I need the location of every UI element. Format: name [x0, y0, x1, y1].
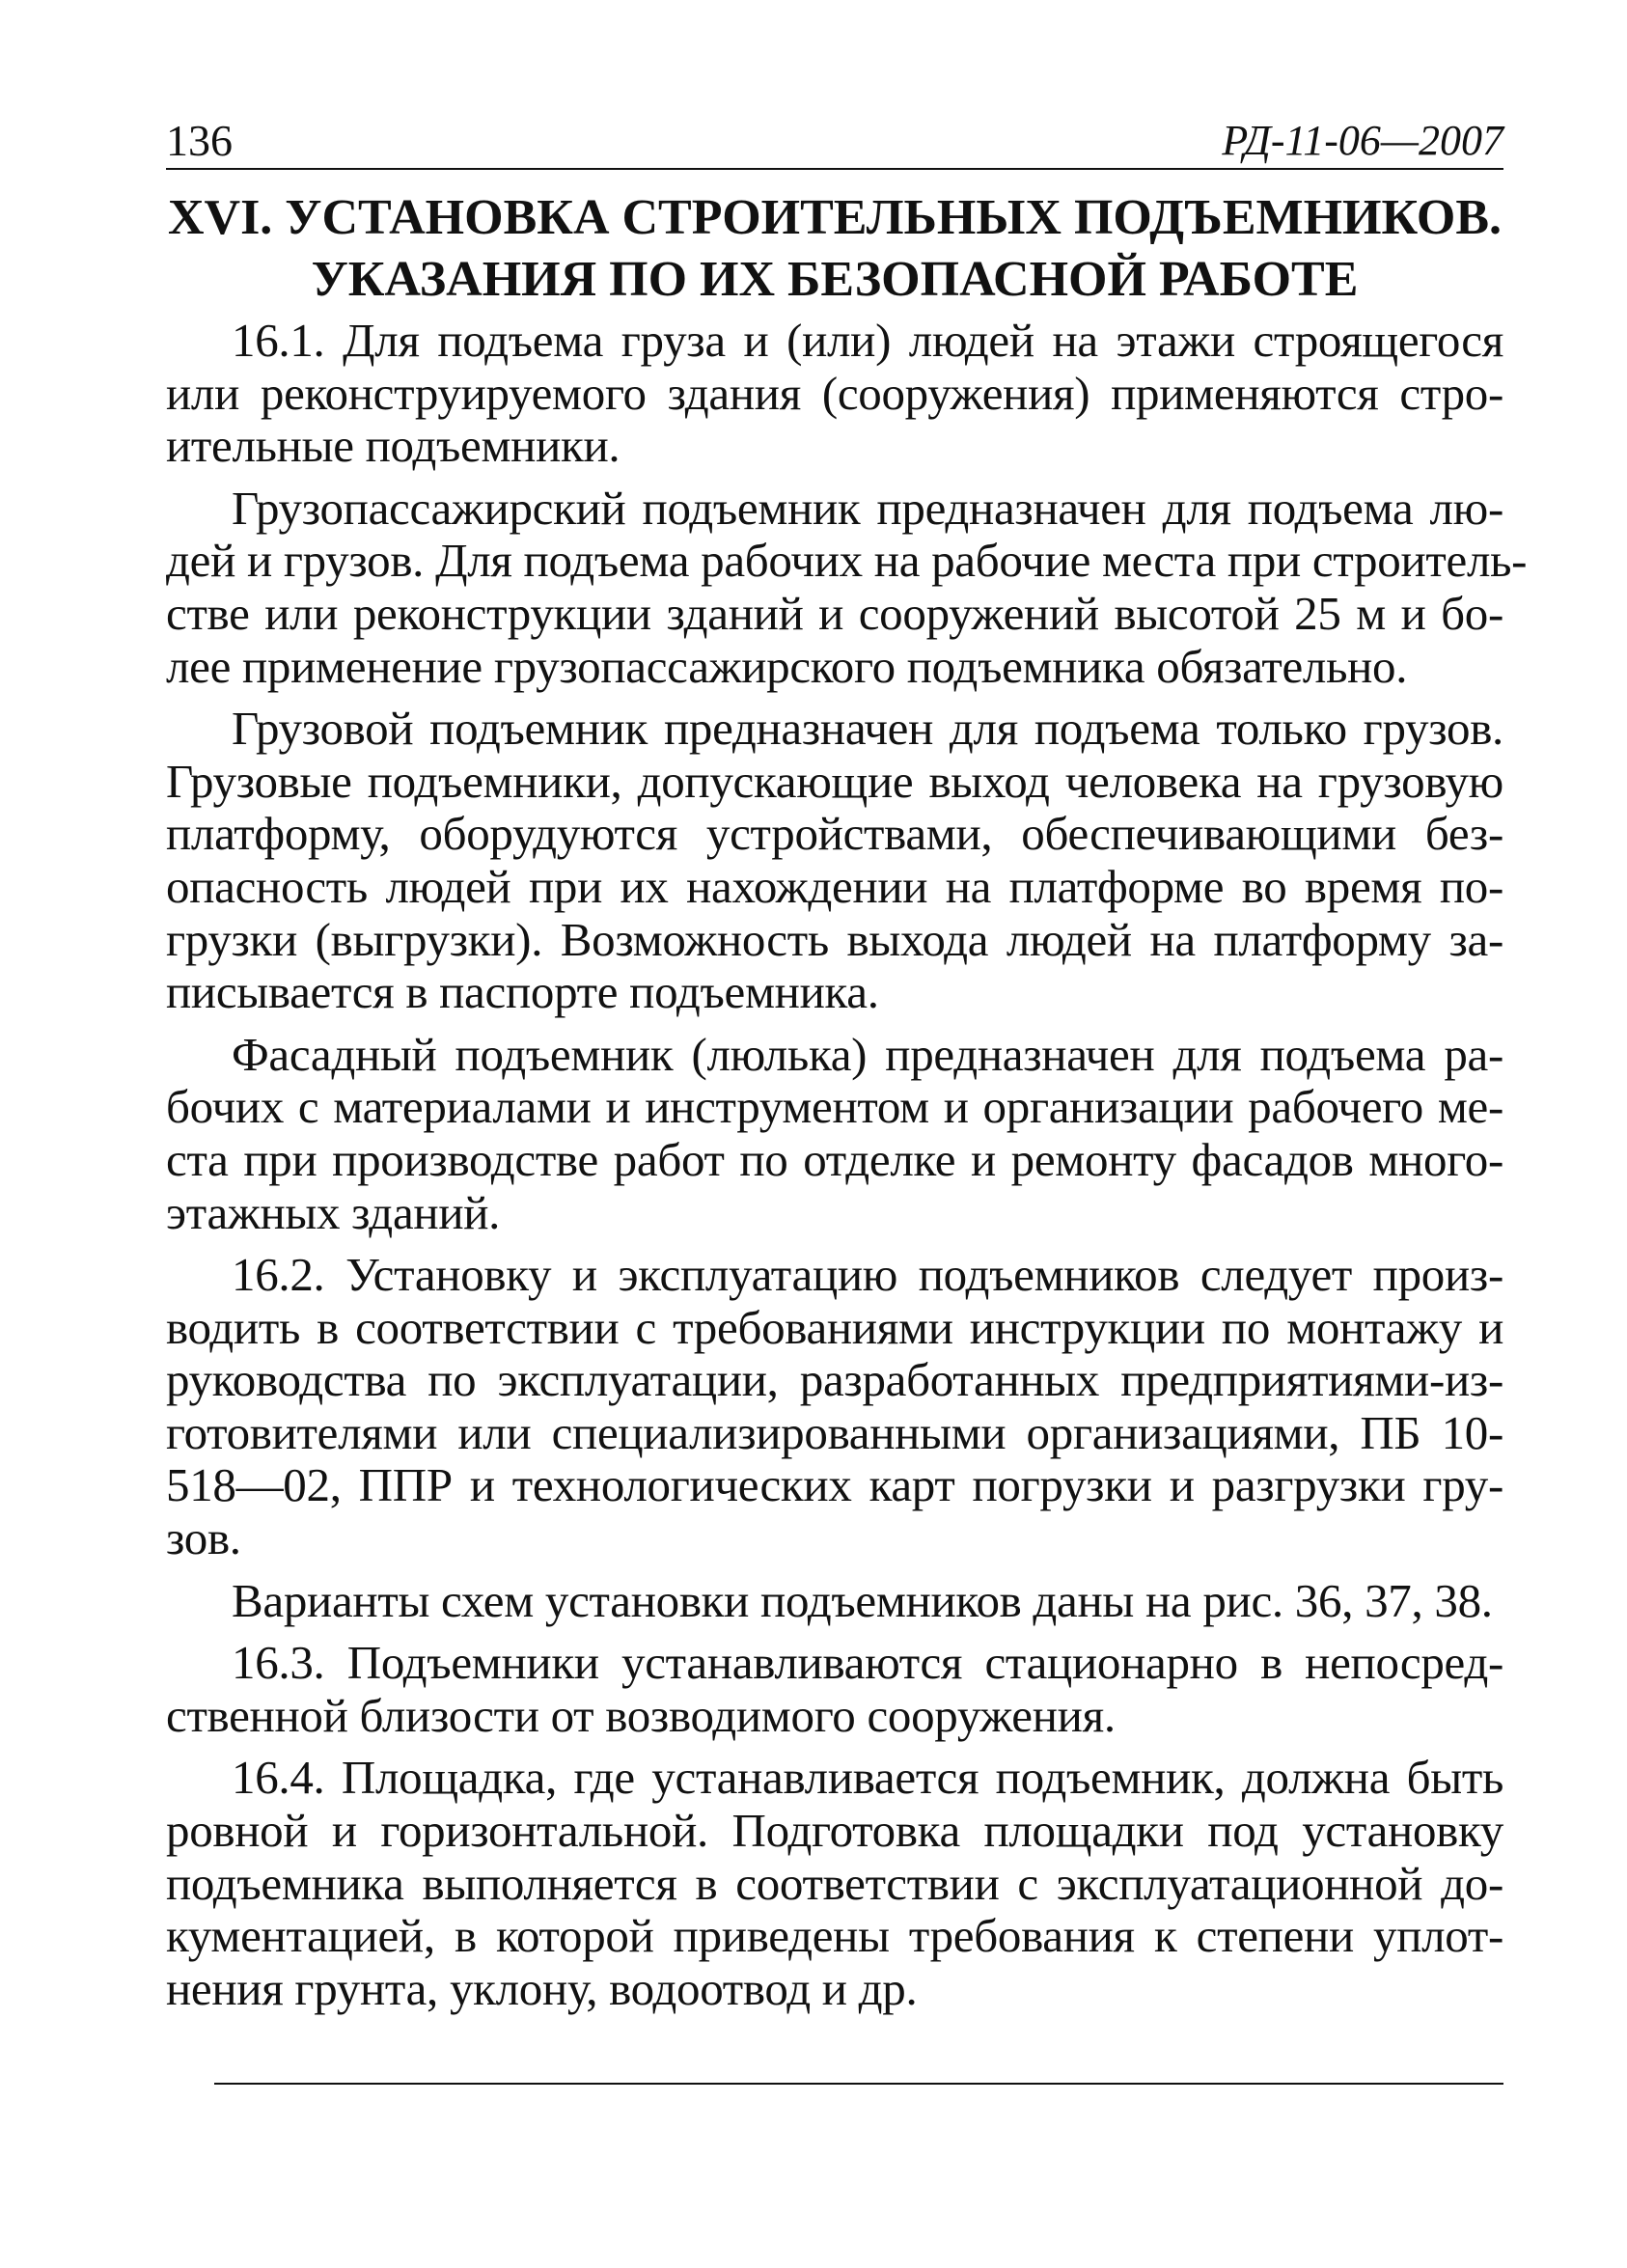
- text-line: 518—02, ППР и технологических карт погрузки и разгрузки гру-: [166, 1458, 1503, 1512]
- page-header: [166, 114, 1503, 170]
- text-line: писывается в паспорте подъемника.: [166, 965, 879, 1019]
- paragraph: [166, 1029, 1503, 1239]
- text-line: ста при производстве работ по отделке и ремонту фасадов много-: [166, 1132, 1503, 1186]
- text-line: 16.1. Для подъема груза и (или) людей на этажи строящегося: [232, 314, 1503, 367]
- text-line: стве или реконструкции зданий и сооружений высотой 25 м и бо-: [166, 586, 1503, 640]
- text-line: ровной и горизонтальной. Подготовка площадки под установку: [166, 1804, 1503, 1858]
- text-line: водить в соответствии с требованиями инструкции по монтажу и: [166, 1300, 1503, 1354]
- paragraph: [166, 1752, 1503, 2015]
- text-line: лее применение грузопассажирского подъемника обязательно.: [166, 639, 1408, 693]
- text-line: ственной близости от возводимого сооружения.: [166, 1688, 1116, 1742]
- text-line: или реконструируемого здания (сооружения) применяются стро-: [166, 366, 1503, 420]
- paragraph: [166, 1637, 1503, 1742]
- text-line: Варианты схем установки подъемников даны на рис. 36, 37, 38.: [232, 1573, 1493, 1627]
- paragraph: [166, 315, 1503, 473]
- text-line: этажных зданий.: [166, 1185, 501, 1239]
- text-line: опасность людей при их нахождении на платформе во время по-: [166, 859, 1503, 913]
- text-line: готовителями или специализированными организациями, ПБ 10-: [166, 1405, 1503, 1459]
- text-line: кументацией, в которой приведены требования к степени уплот-: [166, 1909, 1503, 1963]
- paragraph: [166, 1249, 1503, 1565]
- text-line: бочих с материалами и инструментом и организации рабочего ме-: [166, 1080, 1503, 1134]
- text-line: грузки (выгрузки). Возможность выхода людей на платформу за-: [166, 912, 1503, 966]
- paragraph: [166, 481, 1528, 693]
- page-number: 136: [166, 116, 233, 165]
- footer-rule: [214, 2083, 1503, 2085]
- section-title: [166, 187, 1503, 311]
- text-line: платформу, оборудуются устройствами, обеспечивающими без-: [166, 807, 1503, 861]
- section-title-line: XVI. УСТАНОВКА СТРОИТЕЛЬНЫХ ПОДЪЕМНИКОВ.: [167, 190, 1503, 245]
- text-line: дей и грузов. Для подъема рабочих на рабочие места при строитель-: [166, 534, 1528, 588]
- document-code: РД-11-06—2007: [1222, 117, 1503, 164]
- section-title-line: УКАЗАНИЯ ПО ИХ БЕЗОПАСНОЙ РАБОТЕ: [311, 252, 1359, 307]
- text-line: подъемника выполняется в соответствии с эксплуатационной до-: [166, 1856, 1503, 1910]
- text-line: 16.2. Установку и эксплуатацию подъемников следует произ-: [232, 1248, 1503, 1302]
- paragraph: [166, 1575, 1503, 1628]
- body-text: [166, 314, 1528, 2025]
- text-line: Грузопассажирский подъемник предназначен для подъема лю-: [232, 481, 1503, 535]
- text-line: Фасадный подъемник (люлька) предназначен для подъема ра-: [232, 1027, 1503, 1081]
- text-line: 16.4. Площадка, где устанавливается подъемник, должна быть: [232, 1751, 1503, 1805]
- text-line: 16.3. Подъемники устанавливаются стационарно в непосред-: [232, 1636, 1503, 1690]
- text-line: ительные подъемники.: [166, 419, 620, 473]
- text-line: нения грунта, уклону, водоотвод и др.: [166, 1961, 918, 2015]
- text-line: руководства по эксплуатации, разработанных предприятиями-из-: [166, 1353, 1503, 1407]
- paragraph: [166, 703, 1503, 1019]
- text-line: зов.: [166, 1511, 241, 1565]
- text-line: Грузовые подъемники, допускающие выход человека на грузовую: [166, 754, 1503, 808]
- text-line: Грузовой подъемник предназначен для подъема только грузов.: [232, 702, 1503, 756]
